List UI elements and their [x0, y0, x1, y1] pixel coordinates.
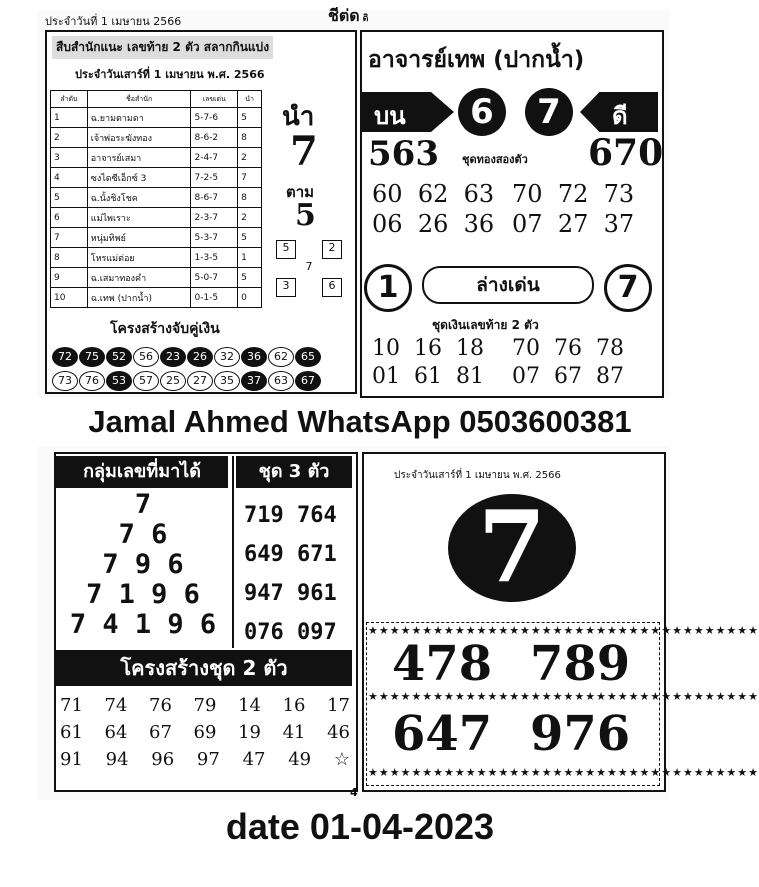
row-name: โหรแม่ต่อย — [87, 248, 191, 268]
table-row — [51, 268, 262, 288]
pair-value: 36 — [463, 210, 495, 238]
row-lead: 5 — [238, 228, 262, 248]
row-lead: 8 — [238, 188, 262, 208]
row-lead: 0 — [238, 288, 262, 308]
row-number: 5 — [51, 188, 88, 208]
row-numbers: 0-1-5 — [191, 288, 238, 308]
big-digit: 7 — [477, 490, 547, 605]
pair-value: 07 — [512, 364, 540, 389]
page-number: 4 — [350, 786, 358, 799]
row-name: อาจารย์เสมา — [87, 148, 191, 168]
star-border-top: ★★★★★★★★★★★★★★★★★★★★★★★★★★★★★★★★★★★★ — [368, 624, 759, 637]
struct-value: 17 — [327, 695, 350, 716]
pair-value: 73 — [603, 180, 635, 208]
pair-value: 37 — [603, 210, 635, 238]
pair-value: 06 — [372, 210, 403, 238]
follow-value: 5 — [295, 198, 316, 233]
number-grid — [276, 240, 346, 298]
row-number: 6 — [51, 208, 88, 228]
number-ball: 57 — [133, 371, 159, 391]
struct-value: 97 — [196, 749, 220, 770]
publication-logo: ชีต่ด ดิ — [328, 6, 369, 25]
three-digit-left: 563 — [368, 134, 439, 174]
row-numbers: 2-4-7 — [191, 148, 238, 168]
row-name: ฉ.เสมาทองคำ — [87, 268, 191, 288]
pair-value: 18 — [456, 336, 484, 361]
row-number: 1 — [51, 108, 88, 128]
table-row — [51, 188, 262, 208]
pair-value: 70 — [512, 336, 540, 361]
struct-value: 96 — [151, 749, 175, 770]
row-lead: 2 — [238, 148, 262, 168]
row-lead: 5 — [238, 108, 262, 128]
lower-row-2b — [512, 364, 624, 389]
row-numbers: 1-3-5 — [191, 248, 238, 268]
table-row — [51, 128, 262, 148]
pair-value: 01 — [372, 364, 400, 389]
struct-value: 94 — [105, 749, 129, 770]
number-ball: 36 — [241, 347, 267, 367]
struct-grid — [60, 692, 350, 773]
money-caption: ชุดเงินเลขท้าย 2 ตัว — [432, 318, 539, 332]
struct-value: 79 — [193, 695, 217, 716]
issue-date: ประจำวันที่ 1 เมษายน 2566 — [45, 15, 182, 28]
grid-cell: 2 — [322, 240, 342, 259]
star-border-bottom: ★★★★★★★★★★★★★★★★★★★★★★★★★★★★★★★★★★★★ — [368, 766, 759, 779]
lower-label: ล่างเด่น — [422, 266, 594, 304]
row-number: 3 — [51, 148, 88, 168]
top-left-title: สืบสำนักแนะ เลขท้าย 2 ตัว สลากกินแบ่ง — [52, 36, 273, 59]
number-ball: 76 — [79, 371, 105, 391]
big-number: 976 — [530, 706, 631, 762]
pairs-row-2 — [372, 210, 494, 238]
number-ball: 72 — [52, 347, 78, 367]
row-numbers: 5-3-7 — [191, 228, 238, 248]
table-row — [51, 288, 262, 308]
lower-row-1 — [372, 336, 484, 361]
number-ball: 53 — [106, 371, 132, 391]
set3-value: 671 — [297, 542, 337, 567]
pair-value: 26 — [417, 210, 449, 238]
col-header: เลขเด่น — [191, 91, 238, 108]
pair-value: 10 — [372, 336, 400, 361]
pyramid-row: 7 4 1 9 6 — [69, 609, 217, 640]
grid-center: 7 — [305, 260, 313, 273]
pair-value: 63 — [463, 180, 495, 208]
digit-circle-a: 6 — [458, 88, 506, 136]
row-lead: 5 — [238, 268, 262, 288]
pair-value: 76 — [554, 336, 582, 361]
table-row — [51, 108, 262, 128]
struct-row — [60, 719, 350, 746]
number-ball: 37 — [241, 371, 267, 391]
row-lead: 1 — [238, 248, 262, 268]
struct-row — [60, 746, 350, 773]
top-right-title: อาจารย์เทพ (ปากน้ำ) — [368, 47, 585, 73]
struct-value: 41 — [282, 722, 306, 743]
lead-label: นำ — [282, 102, 315, 132]
number-ball: 23 — [160, 347, 186, 367]
struct-value: 91 — [60, 749, 83, 770]
set3-value: 764 — [297, 503, 337, 528]
follow-label: ตาม — [286, 183, 315, 201]
grid-cell: 3 — [276, 278, 296, 297]
struct-value: 64 — [104, 722, 128, 743]
row-name: ฉ.นั้งชิงโชค — [87, 188, 191, 208]
set3-value: 097 — [297, 620, 337, 645]
table-row — [51, 168, 262, 188]
lower-row-2 — [372, 364, 484, 389]
struct-value: 49 — [288, 749, 312, 770]
struct2-title: โครงสร้างชุด 2 ตัว — [56, 650, 352, 686]
struct-value: 46 — [327, 722, 350, 743]
row-number: 10 — [51, 288, 88, 308]
contact-banner: Jamal Ahmed WhatsApp 0503600381 — [0, 398, 720, 446]
struct-value: 71 — [60, 695, 83, 716]
row-name: หนุ่มทิพย์ — [87, 228, 191, 248]
pair-value: 61 — [414, 364, 442, 389]
pairs-row-2b — [512, 210, 634, 238]
number-ball: 26 — [187, 347, 213, 367]
pair-value: 62 — [417, 180, 449, 208]
set3-value: 947 — [244, 581, 284, 606]
set3-value: 076 — [244, 620, 284, 645]
star-icon: ☆ — [333, 749, 350, 770]
big-number: 478 — [392, 636, 493, 692]
pair-value: 67 — [554, 364, 582, 389]
pair-value: 87 — [596, 364, 624, 389]
grid-cell: 6 — [322, 278, 342, 297]
row-numbers: 2-3-7 — [191, 208, 238, 228]
number-ball: 62 — [268, 347, 294, 367]
right-digit-circle: 7 — [604, 264, 652, 312]
left-digit-circle: 1 — [364, 264, 412, 312]
pair-value: 78 — [596, 336, 624, 361]
row-number: 2 — [51, 128, 88, 148]
number-ball: 35 — [214, 371, 240, 391]
table-row — [51, 228, 262, 248]
upper-label: บน — [374, 102, 406, 130]
balls-row-1 — [52, 345, 352, 367]
number-pyramid — [56, 490, 230, 640]
col-header: ชื่อสำนัก — [87, 91, 191, 108]
group-title: กลุ่มเลขที่มาได้ — [56, 456, 228, 488]
number-ball: 75 — [79, 347, 105, 367]
struct-value: 47 — [242, 749, 266, 770]
row-name: ฉ.เทพ (ปากน้ำ) — [87, 288, 191, 308]
row-numbers: 8-6-7 — [191, 188, 238, 208]
row-lead: 8 — [238, 128, 262, 148]
big-number: 789 — [530, 636, 631, 692]
number-ball: 27 — [187, 371, 213, 391]
grid-cell: 5 — [276, 240, 296, 259]
row-number: 4 — [51, 168, 88, 188]
number-ball: 65 — [295, 347, 321, 367]
top-left-date: ประจำวันเสาร์ที่ 1 เมษายน พ.ศ. 2566 — [75, 68, 265, 81]
set3-value: 961 — [297, 581, 337, 606]
pyramid-row: 7 1 9 6 — [86, 579, 200, 610]
pair-value: 07 — [512, 210, 543, 238]
balls-row-2 — [52, 369, 352, 391]
set3-grid — [244, 496, 354, 652]
pair-value: 70 — [512, 180, 543, 208]
number-ball: 25 — [160, 371, 186, 391]
number-ball: 56 — [133, 347, 159, 367]
digit-circle-b: 7 — [525, 88, 573, 136]
table-row — [51, 208, 262, 228]
struct-value: 74 — [104, 695, 128, 716]
pair-value: 72 — [557, 180, 589, 208]
row-numbers: 5-7-6 — [191, 108, 238, 128]
col-header: ลำดับ — [51, 91, 88, 108]
lower-row-1b — [512, 336, 624, 361]
pair-value: 60 — [372, 180, 403, 208]
struct-value: 14 — [238, 695, 261, 716]
pair-value: 27 — [557, 210, 589, 238]
struct-value: 76 — [149, 695, 172, 716]
row-number: 7 — [51, 228, 88, 248]
bottom-right-date: ประจำวันเสาร์ที่ 1 เมษายน พ.ศ. 2566 — [394, 470, 561, 481]
row-numbers: 7-2-5 — [191, 168, 238, 188]
number-ball: 67 — [295, 371, 321, 391]
number-ball: 52 — [106, 347, 132, 367]
good-label: ดี — [612, 102, 628, 130]
table-row — [51, 148, 262, 168]
struct-value: 16 — [282, 695, 306, 716]
row-number: 8 — [51, 248, 88, 268]
table-row — [51, 248, 262, 268]
number-ball: 32 — [214, 347, 240, 367]
set3-value: 719 — [244, 503, 284, 528]
pair-value: 81 — [456, 364, 484, 389]
set3-title: ชุด 3 ตัว — [236, 456, 352, 488]
struct-value: 67 — [149, 722, 172, 743]
pairs-row-1b — [512, 180, 634, 208]
number-ball: 73 — [52, 371, 78, 391]
structure-title: โครงสร้างจับคู่เงิน — [110, 321, 220, 337]
school-table — [50, 90, 262, 308]
pyramid-row: 7 9 6 — [102, 549, 184, 580]
row-numbers: 8-6-2 — [191, 128, 238, 148]
table-header-row — [51, 91, 262, 108]
pyramid-row: 7 — [134, 489, 152, 520]
row-name: ฉ.ยามตามดา — [87, 108, 191, 128]
row-number: 9 — [51, 268, 88, 288]
struct-value: 69 — [193, 722, 217, 743]
three-digit-caption: ชุดทองสองตัว — [462, 153, 528, 166]
pair-value: 16 — [414, 336, 442, 361]
row-lead: 2 — [238, 208, 262, 228]
struct-row — [60, 692, 350, 719]
panel-divider — [232, 456, 234, 648]
big-number: 647 — [392, 706, 493, 762]
lead-value: 7 — [290, 128, 318, 175]
row-numbers: 5-0-7 — [191, 268, 238, 288]
footer-date: date 01-04-2023 — [225, 806, 495, 847]
row-lead: 7 — [238, 168, 262, 188]
pairs-row-1 — [372, 180, 494, 208]
struct-value: 61 — [60, 722, 83, 743]
three-digit-right: 670 — [588, 132, 664, 174]
number-ball: 63 — [268, 371, 294, 391]
set3-value: 649 — [244, 542, 284, 567]
row-name: เจ้าพ่อระฆังทอง — [87, 128, 191, 148]
struct-value: 19 — [238, 722, 261, 743]
col-header: นำ — [238, 91, 262, 108]
row-name: แม่ไพเราะ — [87, 208, 191, 228]
star-border-middle: ★★★★★★★★★★★★★★★★★★★★★★★★★★★★★★★★★★★★ — [368, 690, 759, 703]
pyramid-row: 7 6 — [118, 519, 168, 550]
row-name: ซงไดซีเอ็กซ์ 3 — [87, 168, 191, 188]
